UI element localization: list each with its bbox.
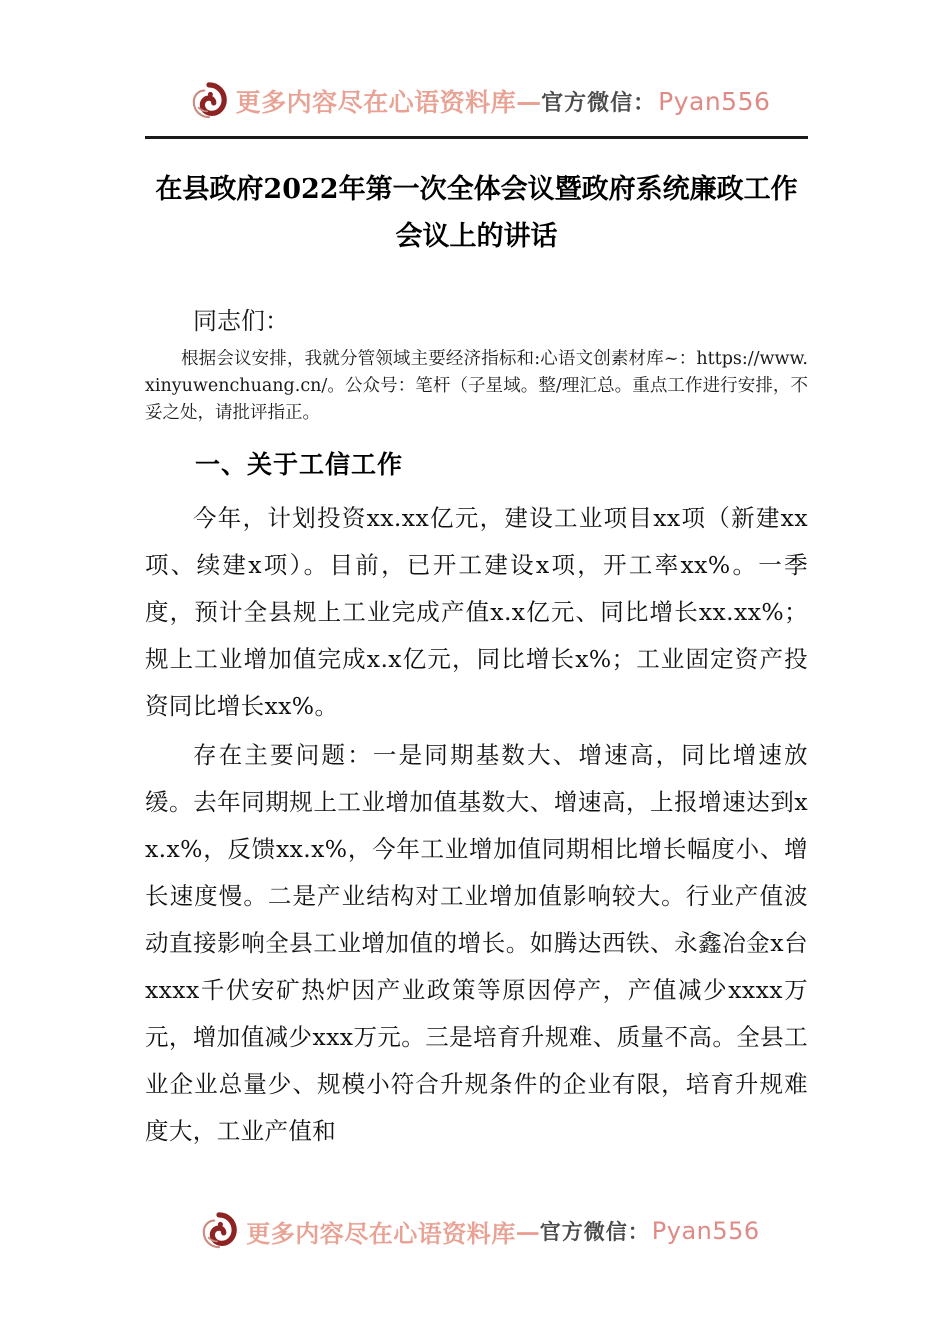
intro-note: 根据会议安排，我就分管领域主要经济指标和:心语文创素材库~：https://www.xinyuwenchuang.cn/。公众号：笔杆（子星域。整/理汇总。重点工作进行安排，不妥之处，请批评指正。 (145, 349, 808, 423)
wechat-label: 官方微信： (541, 89, 657, 116)
brand-text: 更多内容尽在心语资料库 (235, 88, 517, 117)
brand-text: 更多内容尽在心语资料库 (246, 1218, 516, 1248)
header-watermark (150, 78, 810, 124)
footer-watermark (150, 1208, 810, 1254)
header-divider (145, 136, 808, 139)
brand-dash: — (515, 1216, 540, 1246)
document-content (145, 166, 808, 1157)
wechat-id: Pyan556 (651, 1217, 760, 1245)
page-title: 在县政府2022年第一次全体会议暨政府系统廉政工作会议上的讲话 (155, 174, 798, 252)
salutation: 同志们： (193, 307, 289, 335)
xinyu-spiral-logo-icon (190, 82, 228, 120)
section-paragraph: 今年，计划投资xx.xx亿元，建设工业项目xx项（新建xx项、续建x项）。目前，已开工建设x项，开工率xx%。一季度，预计全县规上工业完成产值x.x亿元、同比增长xx.xx%；规上工业增加值完成x.x亿元，同比增长x%；工业固定资产投资同比增长xx%。 (145, 504, 808, 720)
wechat-id: Pyan556 (658, 86, 771, 116)
xinyu-spiral-logo-icon (200, 1212, 238, 1250)
section-paragraph: 存在主要问题：一是同期基数大、增速高，同比增速放缓。去年同期规上工业增加值基数大、增速高，上报增速达到xx.x%，反馈xx.x%，今年工业增加值同期相比增长幅度小、增长速度慢。二是产业结构对工业增加值影响较大。行业产值波动直接影响全县工业增加值的增长。如腾达西铁、永鑫冶金x台xxxx千伏安矿热炉因产业政策等原因停产，产值减少xxxx万元，增加值减少xxx万元。三是培育升规难、质量不高。全县工业企业总量少、规模小符合升规条件的企业有限，培育升规难度大，工业产值和 (145, 741, 808, 1145)
brand-dash: — (516, 86, 542, 116)
section-heading-1: 一、关于工信工作 (195, 450, 404, 479)
wechat-label: 官方微信： (539, 1219, 650, 1244)
